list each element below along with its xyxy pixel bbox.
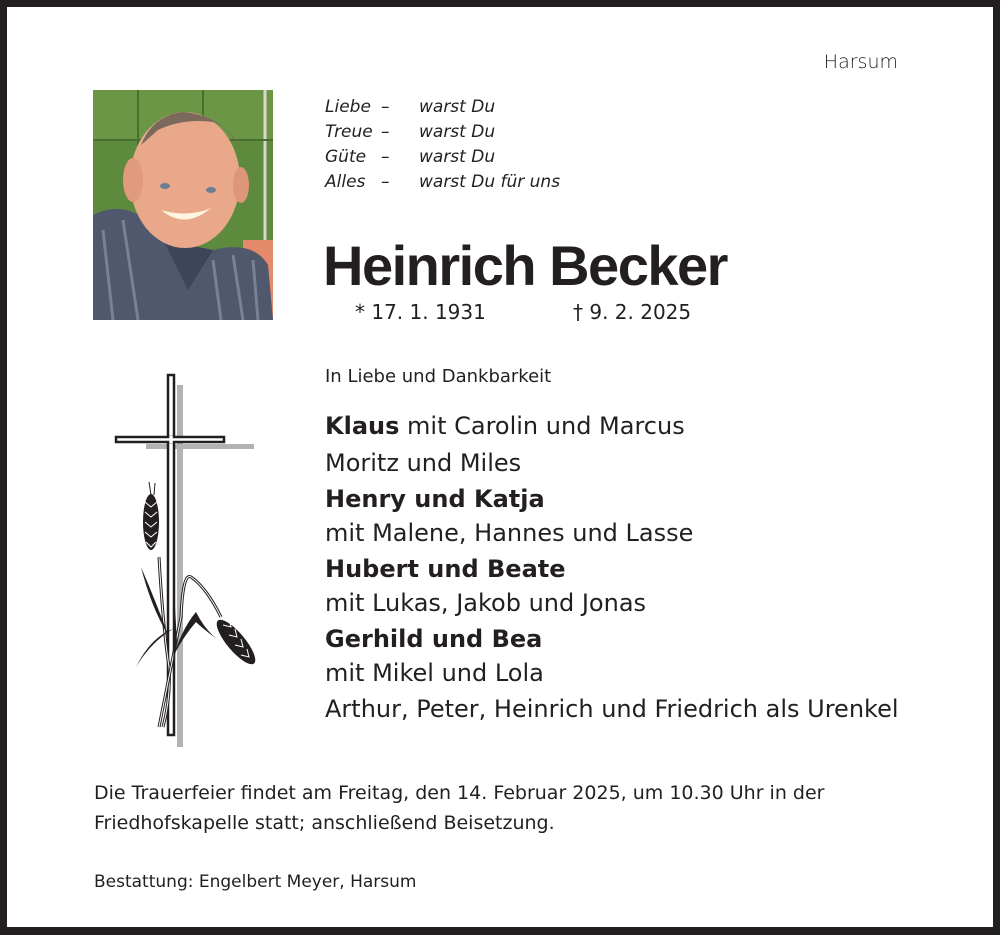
family-members: mit Lukas, Jakob und Jonas	[325, 588, 647, 617]
motto-line	[325, 145, 560, 170]
motto-word: Treue	[325, 122, 373, 142]
family-head: Klaus	[325, 412, 400, 440]
motto-line	[325, 170, 560, 195]
family-line	[325, 551, 899, 588]
service-announcement	[94, 778, 924, 838]
motto-text: warst Du	[419, 147, 496, 167]
motto-text: warst Du	[419, 97, 496, 117]
death-date: † 9. 2. 2025	[573, 300, 692, 324]
motto-word: Güte	[325, 147, 367, 167]
obituary-card	[7, 7, 993, 927]
family-line	[325, 585, 899, 622]
motto-word: Liebe	[325, 97, 371, 117]
motto-line	[325, 95, 560, 120]
family-members: mit Carolin und Marcus	[399, 412, 685, 440]
family-line	[325, 481, 899, 518]
cross-with-wheat-icon	[111, 367, 261, 751]
family-line	[325, 515, 899, 552]
motto-text: warst Du	[419, 122, 496, 142]
family-members: mit Mikel und Lola	[325, 658, 544, 687]
family-line	[325, 655, 899, 692]
family-head: Hubert und Beate	[325, 555, 566, 583]
motto-text: warst Du für uns	[419, 172, 561, 192]
motto-word: Alles	[325, 172, 366, 192]
family-members: Moritz und Miles	[325, 448, 522, 477]
family-line	[325, 445, 899, 482]
service-line: Die Trauerfeier findet am Freitag, den 14. Februar 2025, um 10.30 Uhr in der	[94, 782, 825, 804]
motto-verse	[325, 95, 560, 195]
motto-dash: –	[381, 97, 390, 117]
location-label: Harsum	[823, 51, 898, 73]
portrait-photo	[93, 90, 273, 320]
motto-line	[325, 120, 560, 145]
family-head: Gerhild und Bea	[325, 625, 543, 653]
motto-dash: –	[381, 147, 390, 167]
motto-dash: –	[381, 122, 390, 142]
motto-dash: –	[381, 172, 390, 192]
service-line: Friedhofskapelle statt; anschließend Beisetzung.	[94, 812, 555, 834]
deceased-name: Heinrich Becker	[323, 234, 727, 297]
family-list	[325, 408, 899, 728]
undertaker-credit: Bestattung: Engelbert Meyer, Harsum	[94, 872, 417, 892]
family-members: Arthur, Peter, Heinrich und Friedrich als Urenkel	[325, 695, 899, 723]
family-line	[325, 621, 899, 658]
family-line	[325, 408, 899, 445]
family-head: Henry und Katja	[325, 485, 545, 513]
family-line	[325, 691, 899, 728]
family-members: mit Malene, Hannes und Lasse	[325, 518, 694, 547]
intro-phrase: In Liebe und Dankbarkeit	[325, 366, 552, 387]
birth-date: * 17. 1. 1931	[355, 300, 486, 324]
